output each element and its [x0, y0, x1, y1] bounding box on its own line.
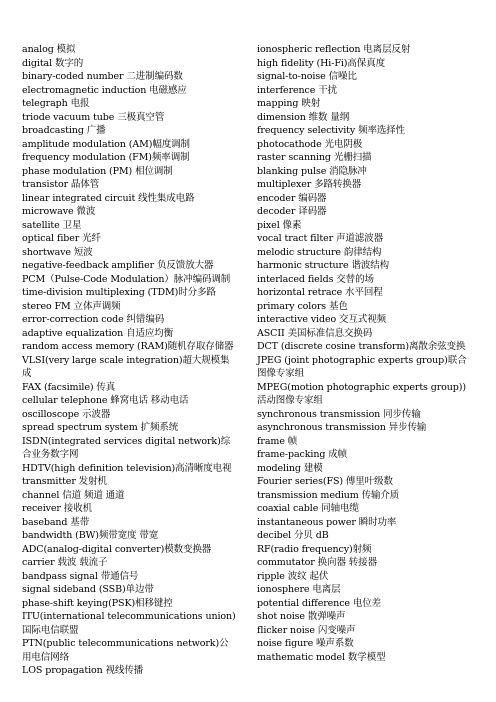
glossary-entry: blanking pulse 消隐脉冲 — [257, 165, 367, 177]
glossary-entry: photocathode 光电阴极 — [257, 138, 363, 150]
glossary-entry: phase modulation (PM) 相位调制 — [22, 165, 173, 177]
glossary-entry: signal-to-noise 信噪比 — [257, 71, 357, 82]
glossary-entry: LOS propagation 视线传播 — [22, 665, 144, 676]
glossary-entry: harmonic structure 谐波结构 — [257, 260, 390, 271]
glossary-entry: decoder 译码器 — [257, 206, 327, 217]
glossary-entry: flicker noise 闪变噪声 — [257, 624, 356, 636]
glossary-entry: JPEG (joint photographic experts group)联合图像专家组 — [257, 354, 467, 379]
glossary-entry: PTN(public telecommunications network)公用电信网络 — [22, 638, 229, 663]
glossary-entry: satellite 卫星 — [22, 219, 82, 231]
glossary-entry: analog 模拟 — [22, 44, 76, 55]
glossary-entry: binary-coded number 二进制编码数 — [22, 71, 183, 82]
glossary-entry: PCM（Pulse-Code Modulation）脉冲编码调制 — [22, 273, 231, 285]
glossary-entry: stereo FM 立体声调频 — [22, 300, 121, 312]
glossary-entry: ADC(analog-digital converter)模数变换器 — [22, 543, 212, 555]
glossary-entry: amplitude modulation (AM)幅度调制 — [22, 138, 190, 150]
glossary-entry: oscilloscope 示波器 — [22, 408, 111, 420]
glossary-entry: mathematic model 数学模型 — [257, 651, 386, 663]
glossary-entry: carrier 载波 载流子 — [22, 557, 108, 568]
glossary-entry: decibel 分贝 dB — [257, 530, 329, 541]
glossary-entry: encoder 编码器 — [257, 192, 327, 204]
glossary-entry: receiver 接收机 — [22, 503, 92, 514]
glossary-entry: instantaneous power 瞬时功率 — [257, 516, 397, 528]
glossary-entry: potential difference 电位差 — [257, 597, 382, 609]
glossary-entry: ITU(international telecommunications union)国际电信联盟 — [22, 611, 236, 636]
glossary-entry: MPEG(motion photographic experts group)) 活动图像专家组 — [257, 381, 467, 406]
glossary-entry: synchronous transmission 同步传输 — [257, 408, 421, 420]
glossary-entry: baseband 基带 — [22, 516, 90, 528]
glossary-entry: frequency selectivity 频率选择性 — [257, 125, 406, 136]
glossary-entry: bandwidth (BW)频带宽度 带宽 — [22, 530, 159, 541]
glossary-entry: cellular telephone 蜂窝电话 移动电话 — [22, 395, 189, 406]
glossary-entry: transistor 晶体管 — [22, 179, 100, 190]
glossary-entry: multiplexer 多路转换器 — [257, 179, 362, 190]
glossary-entry: shot noise 散弹噪声 — [257, 611, 346, 622]
glossary-entry: coaxial cable 同轴电缆 — [257, 503, 359, 514]
glossary-entry: vocal tract filter 声道滤波器 — [257, 233, 384, 244]
glossary-entry: microwave 微波 — [22, 206, 96, 217]
glossary-entry: telegraph 电报 — [22, 98, 90, 109]
glossary-entry: bandpass signal 带通信号 — [22, 570, 139, 582]
glossary-entry: transmitter 发射机 — [22, 476, 107, 487]
glossary-entry: noise figure 噪声系数 — [257, 638, 354, 649]
glossary-entry: frame-packing 成帧 — [257, 449, 348, 460]
glossary-entry: negative-feedback amplifier 负反馈放大器 — [22, 260, 214, 271]
glossary-entry: HDTV(high definition television)高清晰度电视 — [22, 462, 232, 474]
glossary-entry: time-division multiplexing (TDM)时分多路 — [22, 287, 216, 298]
glossary-entry: ripple 波纹 起伏 — [257, 570, 329, 582]
glossary-entry: shortwave 短波 — [22, 246, 93, 258]
glossary-entry: modeling 建模 — [257, 462, 323, 474]
glossary-entry: signal sideband (SSB)单边带 — [22, 584, 154, 595]
glossary-entry: DCT (discrete cosine transform)离散余弦变换 — [257, 341, 466, 352]
glossary-entry: spread spectrum system 扩频系统 — [22, 422, 179, 433]
glossary-entry: frequency modulation (FM)频率调制 — [22, 152, 190, 163]
glossary-entry: dimension 维数 量纲 — [257, 111, 350, 123]
glossary-entry: commutator 换向器 转接器 — [257, 557, 377, 568]
glossary-entry: frame 帧 — [257, 435, 298, 447]
glossary-entry: interlaced fields 交替的场 — [257, 273, 374, 285]
glossary-entry: optical fiber 光纤 — [22, 233, 101, 244]
glossary-entry: pixel 像素 — [257, 219, 302, 231]
glossary-entry: asynchronous transmission 异步传输 — [257, 422, 427, 433]
glossary-left-column — [22, 43, 236, 678]
glossary-entry: linear integrated circuit 线性集成电路 — [22, 192, 195, 204]
glossary-entry: triode vacuum tube 三极真空管 — [22, 111, 165, 123]
glossary-entry: VLSI(very large scale integration)超大规模集成 — [22, 354, 230, 379]
glossary-entry: channel 信道 频道 通道 — [22, 489, 125, 501]
glossary-entry: random access memory (RAM)随机存取存储器 — [22, 341, 234, 352]
glossary-entry: adaptive equalization 自适应均衡 — [22, 327, 174, 339]
glossary-entry: FAX (facsimile) 传真 — [22, 381, 116, 393]
glossary-entry: digital 数字的 — [22, 57, 84, 69]
glossary-entry: broadcasting 广播 — [22, 125, 106, 136]
glossary-entry: mapping 映射 — [257, 98, 321, 109]
glossary-entry: Fourier series(FS) 傅里叶级数 — [257, 476, 393, 487]
glossary-entry: ASCII 美国标准信息交换码 — [257, 327, 373, 339]
glossary-entry: melodic structure 韵律结构 — [257, 246, 382, 258]
glossary-entry: RF(radio frequency)射频 — [257, 543, 372, 555]
glossary-entry: horizontal retrace 水平回程 — [257, 287, 383, 298]
glossary-entry: error-correction code 纠错编码 — [22, 314, 165, 325]
glossary-entry: transmission medium 传输介质 — [257, 489, 400, 501]
glossary-entry: interference 干扰 — [257, 84, 338, 96]
glossary-entry: interactive video 交互式视频 — [257, 314, 387, 325]
glossary-entry: electromagnetic induction 电磁感应 — [22, 84, 187, 96]
glossary-entry: primary colors 基色 — [257, 300, 348, 312]
glossary-entry: ISDN(integrated services digital network)综合业务数字网 — [22, 435, 231, 460]
glossary-entry: raster scanning 光栅扫描 — [257, 152, 372, 163]
glossary-entry: high fidelity (Hi-Fi)高保真度 — [257, 57, 385, 69]
glossary-entry: phase-shift keying(PSK)相移键控 — [22, 597, 173, 609]
glossary-entry: ionosphere 电离层 — [257, 584, 341, 595]
glossary-entry: ionospheric reflection 电离层反射 — [257, 44, 411, 55]
glossary-right-column — [257, 43, 471, 664]
